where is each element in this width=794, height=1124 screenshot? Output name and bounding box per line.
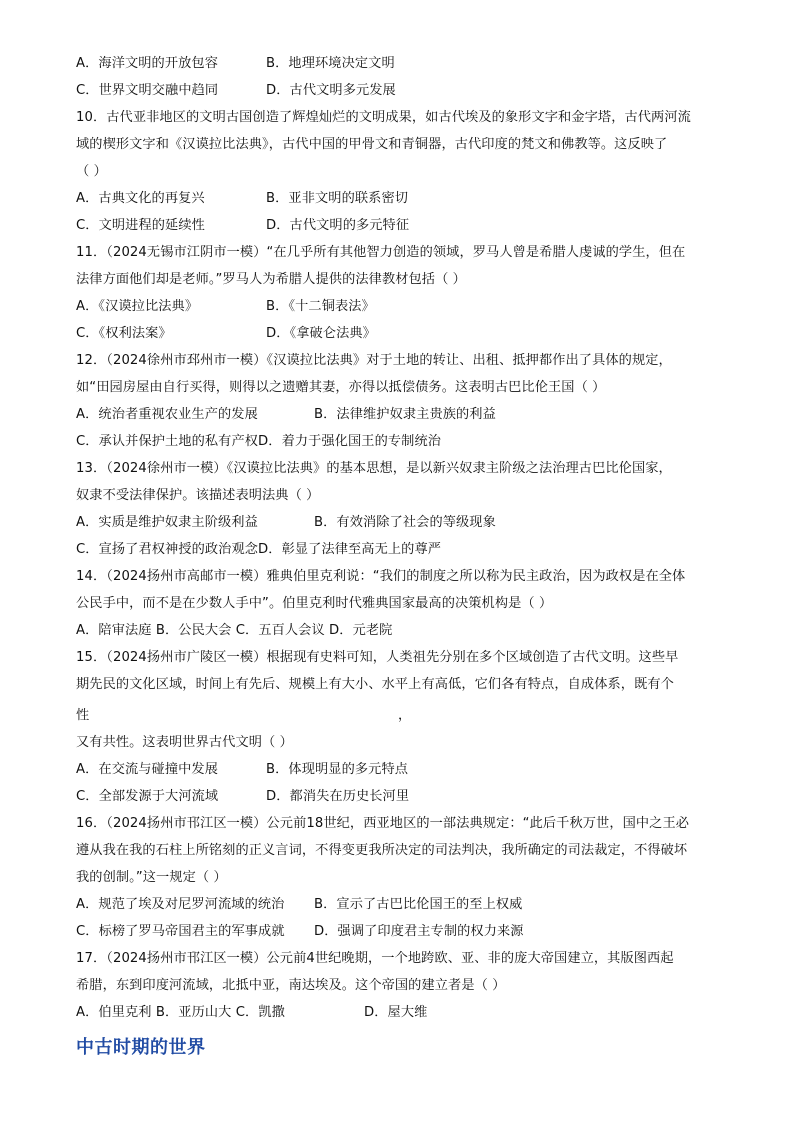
line-text: 又有共性。这表明世界古代文明（ ） [76, 735, 293, 750]
text-line [76, 104, 726, 131]
line-text-second-option: D．屋大维 [364, 1005, 428, 1020]
text-line [76, 945, 726, 972]
line-text: 期先民的文化区域，时间上有先后、规模上有大小、水平上有高低，它们各有特点，自成体系，既有个 [76, 677, 674, 692]
line-text: C．世界文明交融中趋同 [76, 83, 219, 98]
line-text-second-option: D．都消失在历史长河里 [266, 789, 410, 804]
line-text: C．宣扬了君权神授的政治观念D．彰显了法律至高无上的尊严 [76, 542, 442, 557]
text-line [76, 918, 726, 945]
line-text: C．《权利法案》 [76, 326, 172, 341]
line-text: 13．（2024徐州市一模）《汉谟拉比法典》的基本思想，是以新兴奴隶主阶级之法治理古巴比伦国家， [76, 461, 672, 476]
line-text-second-option: D．古代文明的多元特征 [266, 218, 410, 233]
line-text-second-option: B．《十二铜表法》 [266, 299, 375, 314]
line-text: 希腊，东到印度河流域，北抵中亚，南达埃及。这个帝国的建立者是（ ） [76, 978, 506, 993]
line-text-second-option: ， [398, 708, 412, 723]
line-text: 12．（2024徐州市邳州市一模）《汉谟拉比法典》对于土地的转让、出租、抵押都作出了具体的规定， [76, 353, 672, 368]
line-text: 如“田园房屋由自行买得，则得以之遗赠其妻，亦得以抵偿债务。这表明古巴比伦王国（ ） [76, 380, 606, 395]
line-text: A．在交流与碰撞中发展 [76, 762, 218, 777]
section-heading: 中古时期的世界 [76, 1037, 206, 1058]
line-text: 11．（2024无锡市江阴市一模）“在几乎所有其他智力创造的领域，罗马人曾是希腊人虔诚的学生，但在 [76, 245, 686, 260]
text-line [76, 783, 726, 810]
text-line [76, 455, 726, 482]
line-text: 法律方面他们却是老师。”罗马人为希腊人提供的法律教材包括（ ） [76, 272, 466, 287]
text-line [76, 864, 726, 891]
line-text: A．《汉谟拉比法典》 [76, 299, 199, 314]
text-line [76, 891, 726, 918]
line-text: 15．（2024扬州市广陵区一模）根据现有史料可知，人类祖先分别在多个区域创造了古代文明。这些早 [76, 650, 679, 665]
text-line [76, 671, 726, 698]
text-line [76, 756, 726, 783]
line-text: 公民手中，而不是在少数人手中”。伯里克利时代雅典国家最高的决策机构是（ ） [76, 596, 553, 611]
text-line [76, 563, 726, 590]
line-text: 我的创制。”这一规定（ ） [76, 870, 227, 885]
text-line [76, 320, 726, 347]
text-line [76, 185, 726, 212]
line-text: C．全部发源于大河流域 [76, 789, 219, 804]
line-text-second-option: D．古代文明多元发展 [266, 83, 396, 98]
line-text: A．古典文化的再复兴 [76, 191, 205, 206]
line-text: 遵从我在我的石柱上所铭刻的正义言词，不得变更我所决定的司法判决，我所确定的司法裁定，不得破坏 [76, 843, 688, 858]
line-text: 14．（2024扬州市高邮市一模）雅典伯里克利说：“我们的制度之所以称为民主政治，因为政权是在全体 [76, 569, 686, 584]
line-text-second-option: D．强调了印度君主专制的权力来源 [314, 924, 524, 939]
text-line [76, 347, 726, 374]
text-line [76, 239, 726, 266]
line-text: A．海洋文明的开放包容 [76, 56, 218, 71]
line-text: 17．（2024扬州市邗江区一模）公元前4世纪晚期，一个地跨欧、亚、非的庞大帝国建立，其版图西起 [76, 951, 674, 966]
text-line [76, 482, 726, 509]
line-text: C．文明进程的延续性 [76, 218, 205, 233]
line-text: A．统治者重视农业生产的发展 [76, 407, 258, 422]
line-text-second-option: B．法律维护奴隶主贵族的利益 [314, 407, 496, 422]
line-text: A．陪审法庭 B．公民大会 C．五百人会议 D．元老院 [76, 623, 393, 638]
text-line [76, 972, 726, 999]
text-line [76, 536, 726, 563]
text-line [76, 50, 726, 77]
text-line [76, 810, 726, 837]
line-text-second-option: B．宣示了古巴比伦国王的至上权威 [314, 897, 523, 912]
line-text: A．实质是维护奴隶主阶级利益 [76, 515, 258, 530]
line-text: C．承认并保护土地的私有产权D．着力于强化国王的专制统治 [76, 434, 442, 449]
text-line [76, 999, 726, 1026]
line-text: A．伯里克利 B．亚历山大 C．凯撒 [76, 1005, 285, 1020]
text-line [76, 401, 726, 428]
line-text: 16．（2024扬州市邗江区一模）公元前18世纪，西亚地区的一部法典规定：“此后千秋万世，国中之王必 [76, 816, 690, 831]
text-line [76, 293, 726, 320]
line-text-second-option: B．地理环境决定文明 [266, 56, 395, 71]
line-text-second-option: B．有效消除了社会的等级现象 [314, 515, 496, 530]
line-text: A．规范了埃及对尼罗河流域的统治 [76, 897, 285, 912]
line-text: （ ） [76, 164, 107, 179]
line-text: 性 [76, 708, 90, 723]
line-text: 奴隶不受法律保护。该描述表明法典（ ） [76, 488, 320, 503]
text-line [76, 131, 726, 158]
line-text: 域的楔形文字和《汉谟拉比法典》，古代中国的甲骨文和青铜器，古代印度的梵文和佛教等。这反映了 [76, 137, 668, 152]
text-line [76, 212, 726, 239]
line-text: 10．古代亚非地区的文明古国创造了辉煌灿烂的文明成果，如古代埃及的象形文字和金字塔，古代两河流 [76, 110, 691, 125]
line-text-second-option: B．体现明显的多元特点 [266, 762, 409, 777]
text-line [76, 837, 726, 864]
text-line [76, 590, 726, 617]
text-line [76, 729, 726, 756]
text-line [76, 266, 726, 293]
text-line [76, 644, 726, 671]
text-line [76, 77, 726, 104]
line-text-second-option: D．《拿破仑法典》 [266, 326, 376, 341]
text-line [76, 702, 726, 729]
line-text-second-option: B．亚非文明的联系密切 [266, 191, 409, 206]
text-line [76, 617, 726, 644]
text-line [76, 158, 726, 185]
text-line [76, 374, 726, 401]
text-line [76, 509, 726, 536]
text-line [76, 428, 726, 455]
line-text: C．标榜了罗马帝国君主的军事成就 [76, 924, 285, 939]
